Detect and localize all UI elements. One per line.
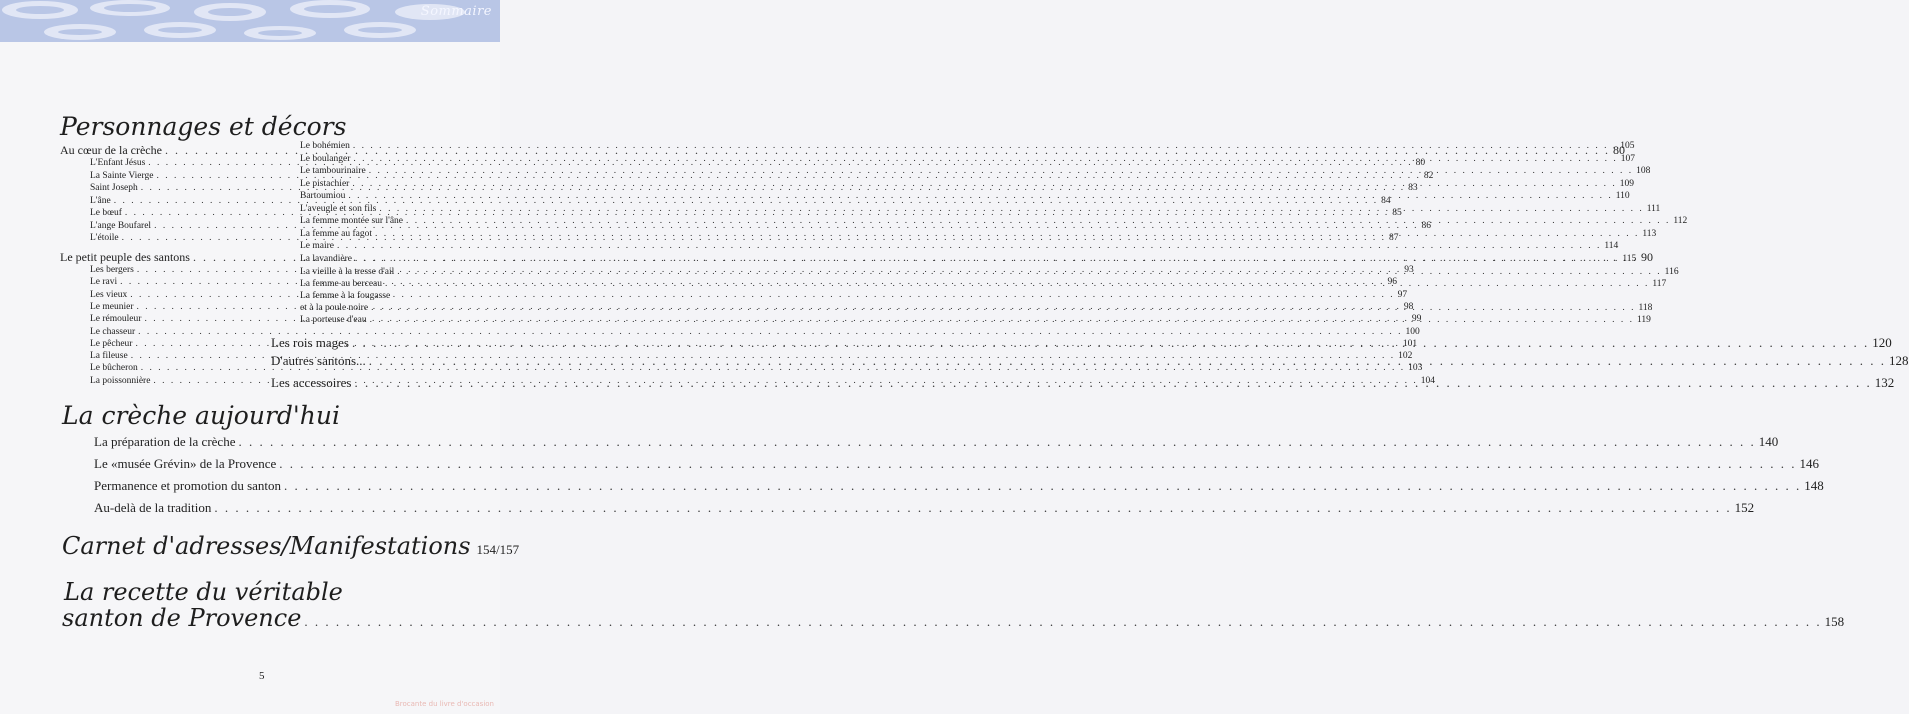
page-ref: 132: [1874, 375, 1895, 390]
toc-entry[interactable]: [90, 326, 1420, 337]
header-banner: [0, 0, 500, 42]
dot-leader: [337, 241, 1601, 251]
toc-entry[interactable]: [94, 478, 1824, 494]
page-ref: 154/157: [476, 542, 520, 557]
entry-label: L'aveugle et son fils: [300, 203, 377, 214]
dot-leader: [375, 229, 1639, 239]
page-ref: 158: [1824, 614, 1845, 629]
page-ref: 105: [1620, 141, 1635, 151]
page-ref: 119: [1636, 315, 1651, 325]
page-ref: 80: [1612, 143, 1625, 157]
dot-leader: [214, 500, 1731, 516]
entry-label: Le petit peuple des santons: [60, 250, 190, 264]
entry-label: La lavandière: [300, 253, 352, 264]
page-ref: 114: [1604, 241, 1619, 252]
dot-leader: [369, 353, 1886, 369]
section-title-personnages: Personnages et décors: [60, 112, 347, 141]
entry-label: Le boulanger: [300, 153, 351, 164]
dot-leader: [304, 614, 1821, 630]
toc-entry[interactable]: [300, 253, 1637, 264]
entry-label: L'âne: [90, 195, 111, 206]
entry-label: Au cœur de la crèche: [60, 143, 162, 157]
dot-leader: [355, 375, 1872, 391]
entry-label: La Sainte Vierge: [90, 170, 154, 181]
dot-leader: [406, 216, 1670, 226]
page-ref: 140: [1758, 434, 1779, 449]
entry-label: Le pêcheur: [90, 338, 133, 349]
entry-label: La femme au berceau: [300, 279, 383, 290]
dot-leader: [279, 456, 1796, 472]
entry-label: Le meunier: [90, 301, 134, 312]
entry-label: Les bergers: [90, 265, 134, 275]
page-ref: 90: [1640, 250, 1653, 264]
entry-label: L'Enfant Jésus: [90, 158, 146, 168]
page-ref: 97: [1397, 289, 1408, 300]
page-ref: 103: [1408, 363, 1423, 374]
dot-leader: [348, 191, 1612, 201]
dot-leader: [353, 141, 1617, 151]
toc-entry[interactable]: [94, 500, 1755, 516]
section-title-carnet: Carnet d'adresses/Manifestations: [62, 532, 471, 560]
entry-label: D'autres santons...: [271, 353, 366, 368]
entry-label: La porteuse d'eau: [300, 315, 367, 325]
dot-leader: [238, 434, 1755, 450]
dot-leader: [397, 267, 1661, 277]
page-ref: 84: [1381, 195, 1391, 206]
page-ref: 99: [1411, 314, 1422, 325]
dot-leader: [352, 179, 1616, 189]
entry-label: Le bœuf: [90, 208, 122, 218]
entry-label: La fileuse: [90, 351, 128, 362]
page-ref: 115: [1622, 253, 1637, 264]
entry-label: La femme à la fougasse: [300, 291, 391, 301]
entry-label: Saint Joseph: [90, 183, 138, 193]
page-ref: 80: [1415, 158, 1426, 168]
toc-entry-carnet[interactable]: [62, 532, 520, 560]
entry-label: La préparation de la crèche: [94, 434, 236, 449]
page-ref: 86: [1421, 220, 1431, 231]
entry-label: Le bohémien: [300, 141, 350, 151]
entry-label: La femme au fagot: [300, 228, 373, 239]
toc-entry[interactable]: [300, 241, 1619, 252]
entry-label: Le tambourinaire: [300, 166, 366, 177]
section-title-recette-line2: santon de Provence: [62, 604, 302, 632]
entry-label: Le bûcheron: [90, 363, 138, 374]
toc-entry[interactable]: [94, 434, 1779, 450]
page-ref: 117: [1652, 279, 1667, 290]
page-ref: 152: [1734, 500, 1755, 515]
header-title: Sommaire: [420, 4, 492, 19]
entry-label: L'ange Boufarel: [90, 220, 152, 231]
entry-label: et à la poule noire: [300, 303, 369, 313]
page-ref: 128: [1889, 353, 1909, 368]
toc-entry-recette[interactable]: [62, 604, 1845, 632]
page-ref: 118: [1638, 303, 1653, 313]
page-ref: 110: [1615, 191, 1630, 202]
entry-label: Le «musée Grévin» de la Provence: [94, 456, 277, 471]
page-ref: 93: [1404, 265, 1414, 275]
page-ref: 112: [1673, 216, 1688, 227]
page-ref: 87: [1389, 233, 1399, 243]
entry-label: Les vieux: [90, 289, 128, 300]
entry-label: Le rémouleur: [90, 314, 142, 325]
entry-label: Permanence et promotion du santon: [94, 478, 282, 493]
page-ref: 96: [1387, 277, 1398, 288]
entry-label: Le maire: [300, 241, 335, 252]
dot-leader: [371, 303, 1635, 313]
watermark: Brocante du livre d'occasion: [394, 700, 494, 708]
page-ref: 83: [1408, 183, 1418, 193]
entry-label: Au-delà de la tradition: [94, 500, 212, 515]
section-title-creche: La crèche aujourd'hui: [62, 401, 340, 430]
dot-leader: [284, 478, 1801, 494]
page-ref: 146: [1799, 456, 1820, 471]
page-ref: 104: [1420, 375, 1436, 386]
page-ref: 148: [1804, 478, 1824, 493]
entry-label: Les rois mages: [271, 335, 349, 350]
section-title-recette-line1: La recette du véritable: [64, 578, 343, 606]
page-ref: 102: [1398, 351, 1413, 362]
entry-label: Les accessoires: [271, 375, 352, 390]
page-ref: 82: [1423, 170, 1434, 181]
page-ref: 109: [1619, 178, 1634, 189]
entry-label: La femme montée sur l'âne: [300, 216, 404, 227]
dot-leader: [353, 154, 1617, 164]
entry-label: L'étoile: [90, 233, 119, 243]
dot-leader: [352, 335, 1869, 351]
entry-label: La vieille à la tresse d'ail: [300, 266, 395, 277]
page-number: 5: [259, 670, 265, 682]
page-ref: 98: [1403, 301, 1414, 312]
entry-label: Le pistachier: [300, 178, 350, 189]
page-ref: 107: [1620, 153, 1636, 164]
page-ref: 85: [1392, 208, 1402, 218]
page-ref: 100: [1405, 326, 1420, 337]
dot-leader: [370, 315, 1634, 325]
page-ref: 108: [1636, 166, 1651, 177]
toc-entry[interactable]: [94, 456, 1820, 472]
page-ref: 120: [1872, 335, 1892, 350]
page-ref: 111: [1646, 203, 1661, 214]
page-ref: 101: [1402, 338, 1418, 349]
dot-leader: [379, 204, 1643, 214]
dot-leader: [369, 166, 1633, 176]
dot-leader: [385, 279, 1649, 289]
page-ref: 116: [1664, 266, 1679, 277]
dot-leader: [355, 254, 1619, 264]
toc-entry[interactable]: [90, 363, 1423, 374]
entry-label: Le chasseur: [90, 326, 136, 337]
entry-label: Le ravi: [90, 277, 118, 288]
page-ref: 113: [1642, 228, 1657, 239]
entry-label: La poissonnière: [90, 375, 151, 386]
entry-label: Bartoumiou: [300, 191, 346, 202]
